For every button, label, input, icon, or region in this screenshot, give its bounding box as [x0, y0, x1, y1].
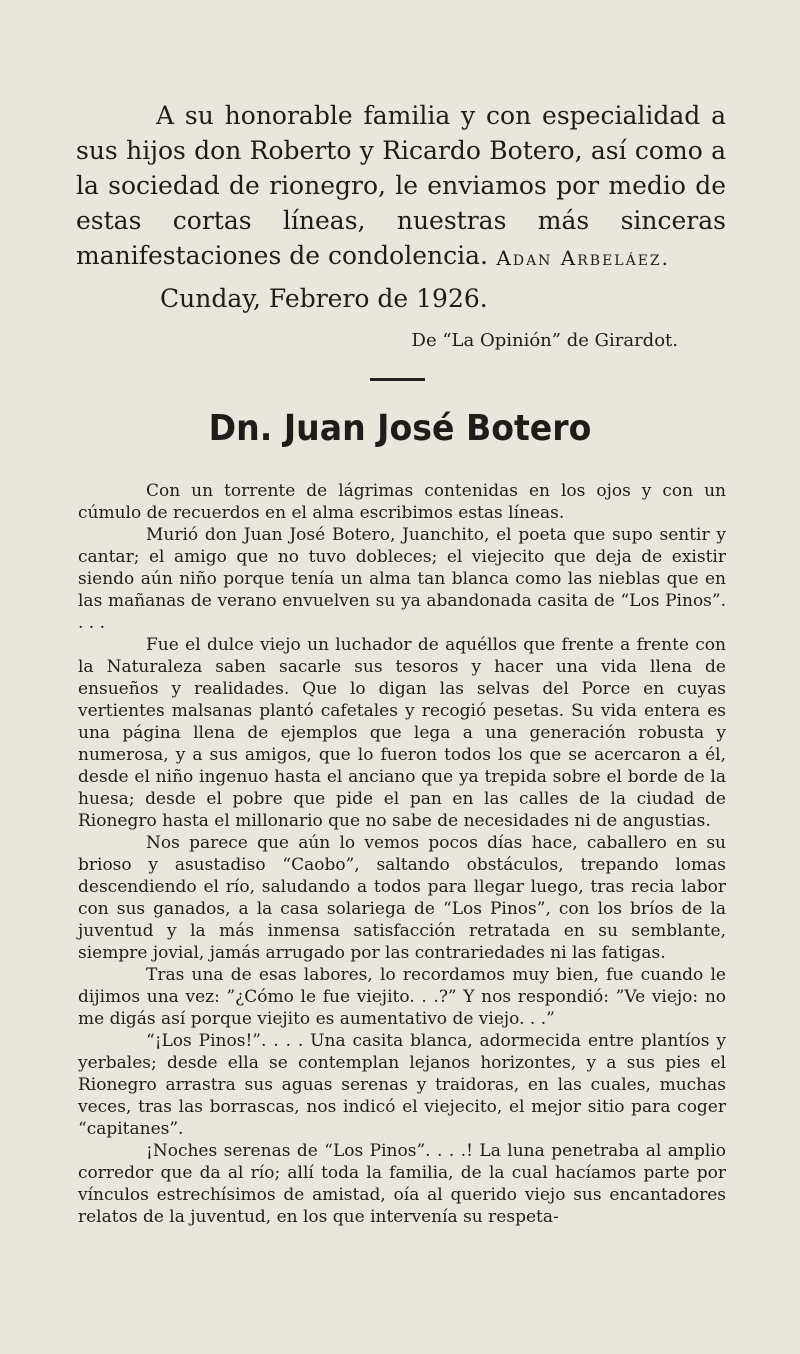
article-paragraph: Murió don Juan José Botero, Juanchito, el poeta que supo sentir y cantar; el amigo que no tuvo dobleces; el viejecito que deja de existir siendo aún niño porque tenía un alma tan blanca como las nieblas que en las mañanas de verano envuelven su ya abandonada casita de “Los Pinos”. . . .	[78, 525, 726, 633]
article-headline: Dn. Juan José Botero	[208, 408, 592, 449]
article-body	[78, 480, 726, 1228]
article-paragraph: “¡Los Pinos!”. . . . Una casita blanca, adormecida entre plantíos y yerbales; desde ella se contemplan lejanos horizontes, y a sus pies el Rionegro arrastra sus aguas serenas y traidoras, en las cuales, muchas veces, tras las borrascas, nos indicó el viejecito, el mejor sitio para coger “capitanes”.	[78, 1031, 726, 1139]
source-attribution: De “La Opinión” de Girardot.	[411, 330, 678, 351]
article-paragraph: Tras una de esas labores, lo recordamos muy bien, fue cuando le dijimos una vez: ”¿Cómo le fue viejito. . .?” Y nos respondió: ”Ve viejo: no me digás así porque viejito es aumentativo de viejo. . .”	[78, 965, 726, 1029]
section-divider	[370, 378, 425, 381]
place-date: Cunday, Febrero de 1926.	[160, 284, 488, 313]
article-paragraph: Nos parece que aún lo vemos pocos días hace, caballero en su brioso y asustadiso “Caobo”, saltando obstáculos, trepando lomas descendiendo el río, saludando a todos para llegar luego, tras recia labor con sus ganados, a la casa solariega de “Los Pinos”, con los bríos de la juventud y la más inmensa satisfacción retratada en su semblante, siempre jovial, jamás arrugado por las contrariedades ni las fatigas.	[78, 833, 726, 963]
article-paragraph: ¡Noches serenas de “Los Pinos”. . . .! La luna penetraba al amplio corredor que da al río; allí toda la familia, de la cual hacíamos parte por vínculos estrechísimos de amistad, oía al querido viejo sus encantadores relatos de la juventud, en los que intervenía su respeta-	[78, 1141, 726, 1227]
signature: Adan Arbeláez.	[496, 246, 670, 270]
article-paragraph: Con un torrente de lágrimas contenidas en los ojos y con un cúmulo de recuerdos en el alma escribimos estas líneas.	[78, 481, 726, 523]
article-paragraph: Fue el dulce viejo un luchador de aquéllos que frente a frente con la Naturaleza saben sacarle sus tesoros y hacer una vida llena de ensueños y realidades. Que lo digan las selvas del Porce en cuyas vertientes malsanas plantó cafetales y recogió pesetas. Su vida entera es una página llena de ejemplos que lega a una generación robusta y numerosa, y a sus amigos, que lo fueron todos los que se acercaron a él, desde el niño ingenuo hasta el anciano que ya trepida sobre el borde de la huesa; desde el pobre que pide el pan en las calles de la ciudad de Rionegro hasta el millonario que no sabe de necesidades ni de angustias.	[78, 635, 726, 831]
condolence-text: A su honorable familia y con especialidad a sus hijos don Roberto y Ricardo Botero, así como a la sociedad de rionegro, le enviamos por medio de estas cortas líneas, nuestras más sinceras manifestaciones de condolencia.	[76, 101, 726, 270]
